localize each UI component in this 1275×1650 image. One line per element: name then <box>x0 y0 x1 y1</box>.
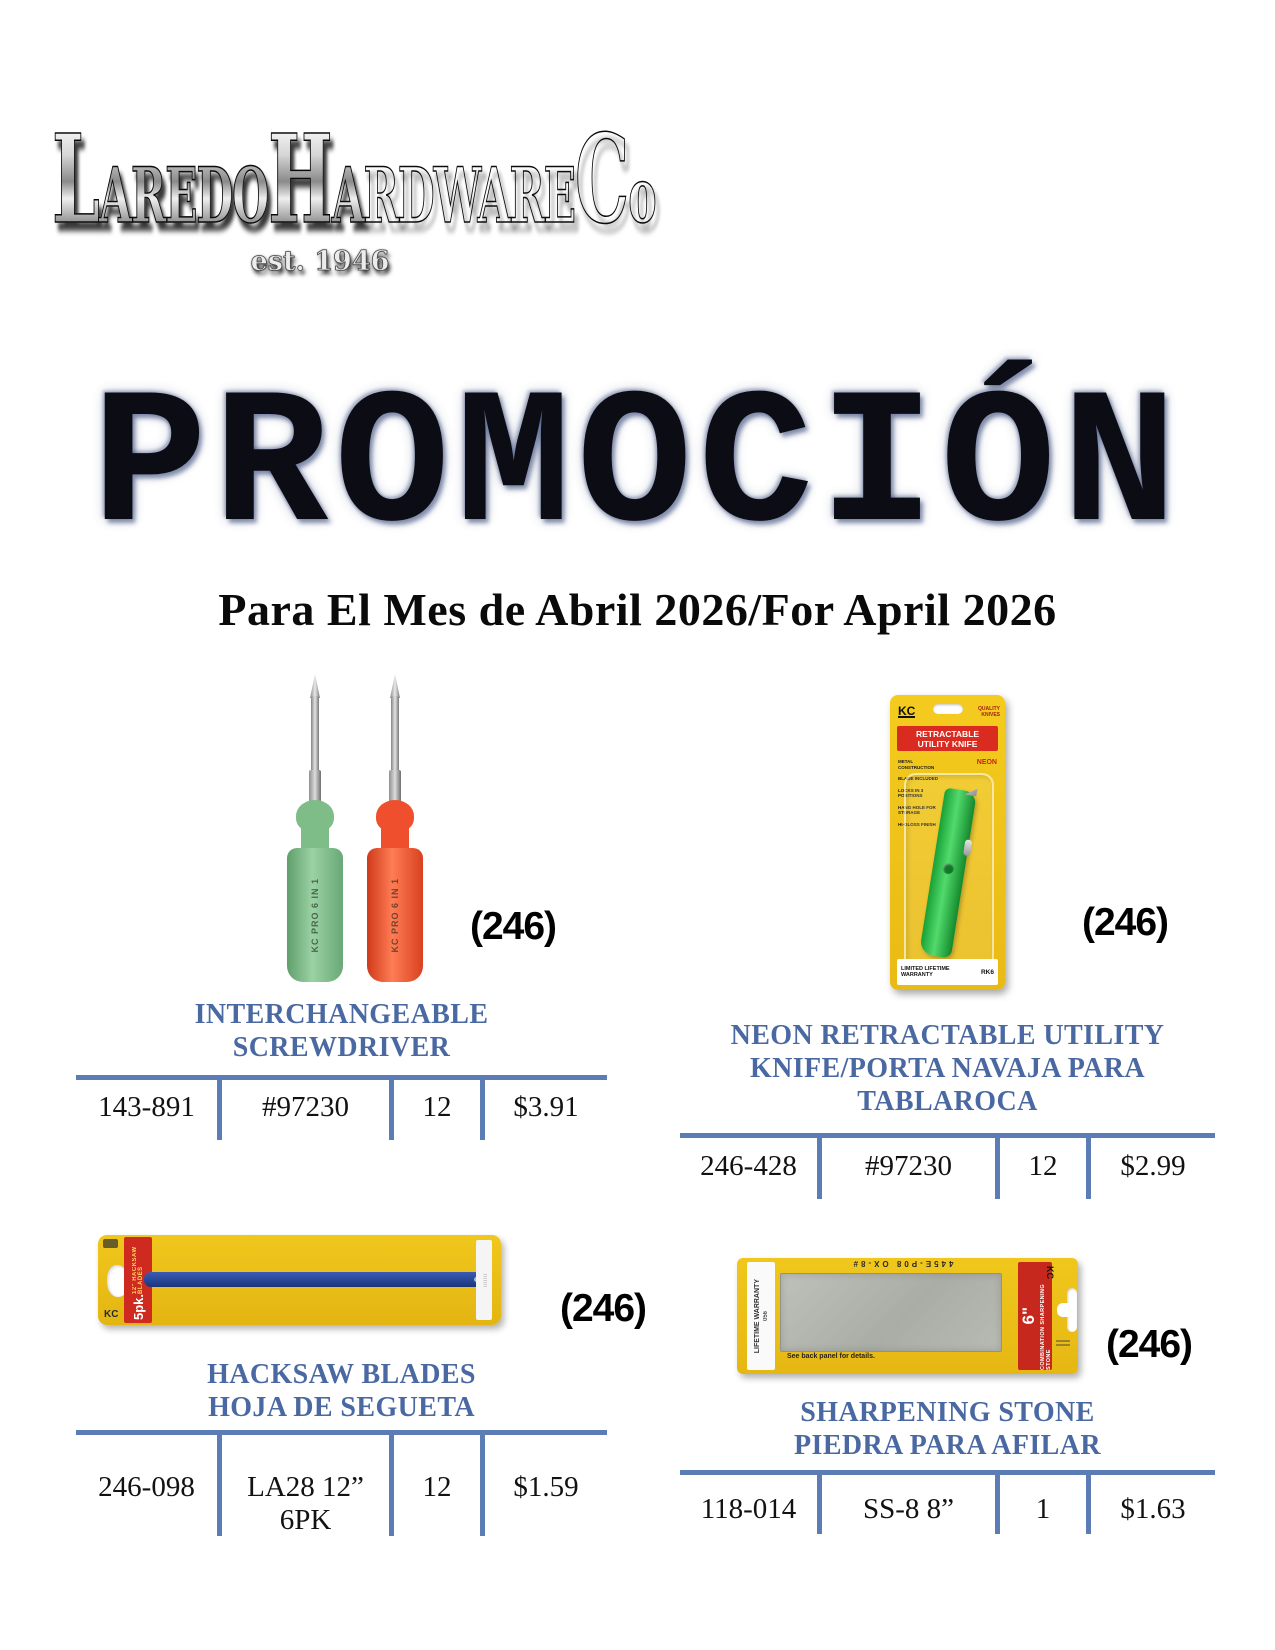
title-line: TABLAROCA <box>857 1086 1038 1117</box>
screwdriver-handle <box>287 848 343 982</box>
strip-fine-print: ||||||| <box>481 1272 487 1288</box>
qty-cell: 12 <box>422 1091 452 1123</box>
title-line: SCREWDRIVER <box>232 1032 451 1063</box>
sku-cell: 143-891 <box>98 1091 195 1123</box>
neon-label: NEON <box>976 759 997 766</box>
utility-knife-product-image <box>890 695 1005 990</box>
warranty-strip <box>897 959 998 985</box>
stone-side-label: COMBINATION SHARPENING STONE <box>1039 1283 1052 1370</box>
model-cell: #97230 <box>262 1091 349 1123</box>
item-count-badge: (246) <box>1105 1323 1193 1366</box>
green-screwdriver <box>286 672 344 988</box>
back-panel-note: See back panel for details. <box>787 1353 875 1360</box>
product-title-sharpening-stone <box>680 1396 1215 1462</box>
title-line: SHARPENING STONE <box>800 1397 1095 1428</box>
sku-cell: 246-098 <box>98 1471 195 1503</box>
screwdriver-bit-collar <box>389 770 401 802</box>
screwdriver-tip <box>390 674 400 698</box>
hang-hole <box>1057 1288 1077 1332</box>
sku-cell: 118-014 <box>700 1493 797 1525</box>
model-cell: #97230 <box>865 1150 952 1182</box>
quality-knives-label: QUALITY KNIVES <box>978 706 1000 718</box>
hacksaw-blades-product-image <box>98 1235 501 1325</box>
kc-brand-logo: KC <box>1045 1266 1055 1279</box>
screwdriver-tip <box>310 674 320 698</box>
handle-brand-text: KC PRO 6 IN 1 <box>390 877 400 953</box>
qty-cell: 12 <box>422 1471 452 1503</box>
table-top-border <box>680 1133 1215 1138</box>
pack-count: 5pk. <box>130 1293 146 1320</box>
table-top-border <box>76 1075 607 1080</box>
green-utility-knife <box>919 788 977 959</box>
table-top-border <box>680 1470 1215 1475</box>
blade-size-text: 12" HACKSAW BLADES <box>132 1246 144 1294</box>
mirrored-top-text: 445E-P08 OX-8# <box>850 1259 954 1268</box>
page-title: PROMOCIÓN <box>92 359 1183 577</box>
logo-word: AREDO <box>98 151 269 240</box>
title-line: INTERCHANGEABLE <box>194 999 489 1030</box>
feature-item: HANG HOLE FOR STORAGE <box>898 804 936 815</box>
price-table-hacksaw-blades <box>76 1430 607 1536</box>
fine-print-marks <box>1056 1340 1070 1348</box>
model-cell: LA28 12” 6PK <box>247 1471 364 1536</box>
model-code: RK6 <box>980 968 994 976</box>
item-count-badge: (246) <box>559 1287 647 1330</box>
handle-brand-text: KC PRO 6 IN 1 <box>310 877 320 953</box>
price-cell: $2.99 <box>1120 1150 1186 1182</box>
title-line: NEON RETRACTABLE UTILITY <box>730 1020 1165 1051</box>
kc-brand-logo: KC <box>104 1309 119 1320</box>
feature-item: BLADE INCLUDED <box>898 776 938 781</box>
title-line: HOJA DE SEGUETA <box>208 1392 475 1423</box>
gray-sharpening-stone <box>780 1273 1002 1352</box>
side-info-strip <box>476 1240 492 1320</box>
kc-brand-logo: KC <box>898 704 916 718</box>
logo-word: ARDWARE <box>331 151 575 240</box>
item-count-badge: (246) <box>469 905 557 948</box>
page-subtitle: Para El Mes de Abril 2026/For April 2026 <box>218 584 1057 635</box>
warranty-code: 056 <box>762 1310 769 1321</box>
feature-item: METAL CONSTRUCTION <box>898 759 935 770</box>
warranty-text: LIMITED LIFETIME WARRANTY <box>901 965 950 978</box>
feature-item: LOCKS IN 3 POSITIONS <box>898 787 924 798</box>
orange-screwdriver <box>366 672 424 988</box>
hang-hole <box>933 704 963 714</box>
item-count-badge: (246) <box>1081 901 1169 944</box>
qty-cell: 12 <box>1028 1150 1058 1182</box>
warranty-side-text: LIFETIME WARRANTY <box>753 1278 761 1354</box>
sku-cell: 246-428 <box>700 1150 797 1182</box>
logo-tagline: est. 1946 <box>250 246 390 277</box>
qty-cell: 1 <box>1035 1493 1051 1525</box>
price-table-screwdriver <box>76 1075 607 1140</box>
blue-hacksaw-blade <box>144 1272 486 1287</box>
logo-initial: C <box>574 107 629 251</box>
logo-initial: H <box>268 107 332 251</box>
price-cell: $1.63 <box>1120 1493 1186 1525</box>
price-cell: $3.91 <box>513 1091 579 1123</box>
title-line: KNIFE/PORTA NAVAJA PARA <box>749 1053 1146 1084</box>
stone-size-label: 6" <box>1018 1307 1038 1325</box>
knife-screw <box>942 862 955 875</box>
screwdriver-product-image <box>255 672 430 988</box>
screwdriver-handle <box>367 848 423 982</box>
model-cell: SS-8 8” <box>862 1493 955 1525</box>
price-cell: $1.59 <box>513 1471 579 1503</box>
feature-item: HI-GLOSS FINISH <box>898 821 936 827</box>
package-banner <box>897 726 998 751</box>
price-table-utility-knife <box>680 1133 1215 1199</box>
table-top-border <box>76 1430 607 1435</box>
product-title-screwdriver <box>76 998 607 1064</box>
screwdriver-bit-collar <box>309 770 321 802</box>
package-corner-mark <box>103 1239 118 1248</box>
warranty-side-strip <box>747 1262 775 1370</box>
product-title-hacksaw-blades <box>76 1358 607 1424</box>
banner-line: UTILITY KNIFE <box>917 738 978 749</box>
company-logo-text <box>52 107 656 251</box>
banner-line: RETRACTABLE <box>915 728 980 739</box>
blister-pack <box>904 773 994 973</box>
logo-word: o <box>628 151 656 240</box>
knife-blade-tip <box>964 783 978 797</box>
company-logo <box>52 107 656 293</box>
title-line: PIEDRA PARA AFILAR <box>794 1430 1101 1461</box>
title-line: HACKSAW BLADES <box>207 1359 476 1390</box>
sharpening-stone-product-image <box>737 1258 1078 1374</box>
knife-slider-button <box>963 839 972 856</box>
logo-initial: L <box>52 107 99 251</box>
price-table-sharpening-stone <box>680 1470 1215 1534</box>
product-title-utility-knife <box>680 1019 1215 1118</box>
